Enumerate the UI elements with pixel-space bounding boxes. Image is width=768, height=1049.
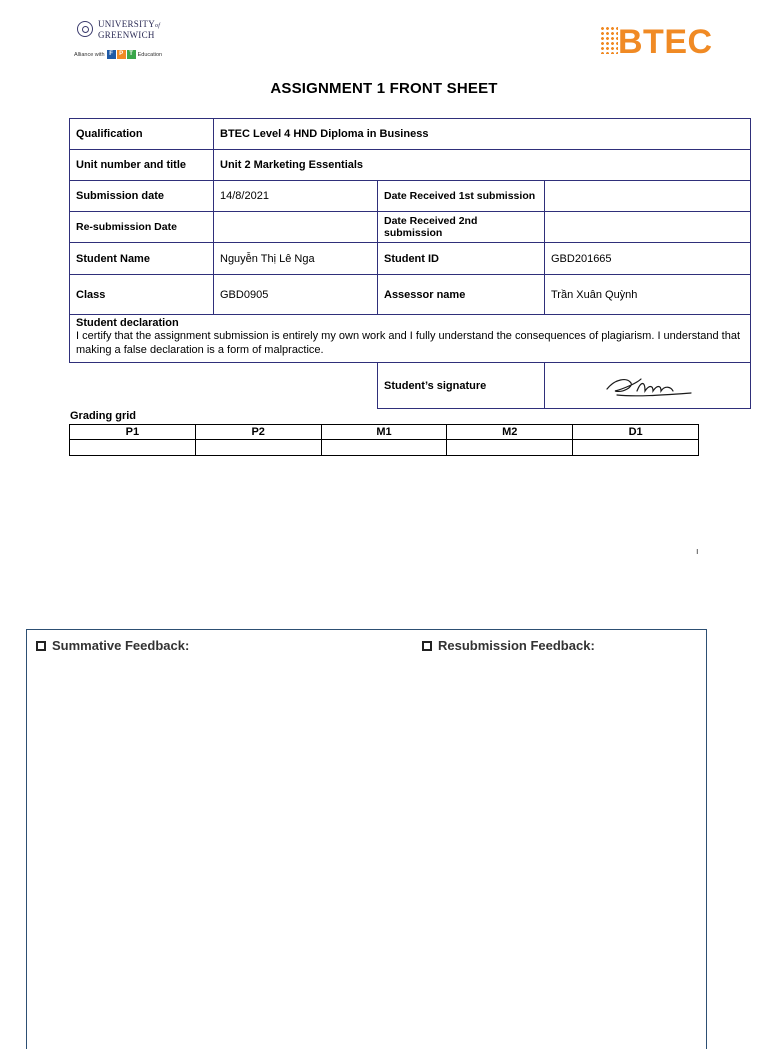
btec-logo bbox=[600, 20, 720, 64]
row-submission bbox=[70, 181, 751, 212]
row-signature bbox=[70, 363, 751, 409]
grade-col-m1: M1 bbox=[321, 425, 447, 440]
resubmission-date-label: Re-submission Date bbox=[70, 212, 214, 243]
date-received-1-value bbox=[545, 181, 751, 212]
unit-value: Unit 2 Marketing Essentials bbox=[214, 150, 751, 181]
summative-feedback-heading bbox=[36, 638, 189, 653]
university-line2: GREENWICH bbox=[98, 30, 155, 40]
blank-cell-2 bbox=[214, 363, 378, 409]
student-id-value: GBD201665 bbox=[545, 243, 751, 275]
stray-mark: ı bbox=[696, 546, 699, 556]
row-class bbox=[70, 275, 751, 315]
education-text: Education bbox=[137, 51, 163, 58]
row-unit bbox=[70, 150, 751, 181]
btec-wordmark: BTEC bbox=[618, 23, 713, 61]
qualification-label: Qualification bbox=[70, 119, 214, 150]
grading-value-row bbox=[70, 440, 699, 456]
checkbox-icon[interactable] bbox=[36, 641, 46, 651]
grade-col-p2: P2 bbox=[195, 425, 321, 440]
date-received-2-value bbox=[545, 212, 751, 243]
row-qualification bbox=[70, 119, 751, 150]
grade-value-p2 bbox=[195, 440, 321, 456]
grading-grid bbox=[69, 424, 699, 456]
assessor-value: Trần Xuân Quỳnh bbox=[545, 275, 751, 315]
university-of-greenwich-logo bbox=[72, 18, 182, 64]
class-label: Class bbox=[70, 275, 214, 315]
grade-value-d1 bbox=[573, 440, 699, 456]
fpt-f-logo: F bbox=[107, 50, 116, 59]
student-name-label: Student Name bbox=[70, 243, 214, 275]
front-sheet-table bbox=[69, 118, 751, 409]
class-value: GBD0905 bbox=[214, 275, 378, 315]
university-of: of bbox=[155, 23, 161, 29]
declaration-cell bbox=[70, 315, 751, 363]
signature-cell bbox=[545, 363, 751, 409]
alliance-text: Alliance with bbox=[74, 51, 105, 58]
resubmission-date-value bbox=[214, 212, 378, 243]
row-student bbox=[70, 243, 751, 275]
date-received-2-label: Date Received 2nd submission bbox=[378, 212, 545, 243]
university-line1: UNIVERSITY bbox=[98, 19, 155, 29]
btec-dots-icon bbox=[600, 26, 618, 54]
grade-col-d1: D1 bbox=[573, 425, 699, 440]
feedback-box bbox=[26, 629, 707, 1049]
blank-cell-1 bbox=[70, 363, 214, 409]
crest-icon bbox=[77, 21, 93, 37]
submission-date-value: 14/8/2021 bbox=[214, 181, 378, 212]
grading-header-row bbox=[70, 425, 699, 440]
signature-label: Student’s signature bbox=[378, 363, 545, 409]
grade-value-m1 bbox=[321, 440, 447, 456]
alliance-line bbox=[74, 50, 162, 59]
fpt-t-logo: T bbox=[127, 50, 136, 59]
unit-label: Unit number and title bbox=[70, 150, 214, 181]
grade-col-p1: P1 bbox=[70, 425, 196, 440]
resubmission-feedback-label: Resubmission Feedback: bbox=[438, 638, 595, 653]
summative-feedback-label: Summative Feedback: bbox=[52, 638, 190, 653]
checkbox-icon[interactable] bbox=[422, 641, 432, 651]
student-id-label: Student ID bbox=[378, 243, 545, 275]
student-name-value: Nguyễn Thị Lê Nga bbox=[214, 243, 378, 275]
submission-date-label: Submission date bbox=[70, 181, 214, 212]
grade-col-m2: M2 bbox=[447, 425, 573, 440]
assessor-label: Assessor name bbox=[378, 275, 545, 315]
fpt-p-logo: P bbox=[117, 50, 126, 59]
declaration-title: Student declaration bbox=[76, 317, 179, 329]
university-name bbox=[98, 20, 160, 40]
declaration-text: I certify that the assignment submission is entirely my own work and I fully understand the consequences of plagiarism. I understand that making a false declaration is a form of malpractice. bbox=[76, 330, 741, 356]
row-resubmission bbox=[70, 212, 751, 243]
date-received-1-label: Date Received 1st submission bbox=[378, 181, 545, 212]
qualification-value: BTEC Level 4 HND Diploma in Business bbox=[214, 119, 751, 150]
row-declaration bbox=[70, 315, 751, 363]
resubmission-feedback-heading bbox=[422, 638, 595, 653]
grade-value-m2 bbox=[447, 440, 573, 456]
grade-value-p1 bbox=[70, 440, 196, 456]
handwritten-signature bbox=[593, 369, 703, 403]
grading-grid-label: Grading grid bbox=[70, 410, 136, 422]
page-title: ASSIGNMENT 1 FRONT SHEET bbox=[270, 80, 498, 97]
